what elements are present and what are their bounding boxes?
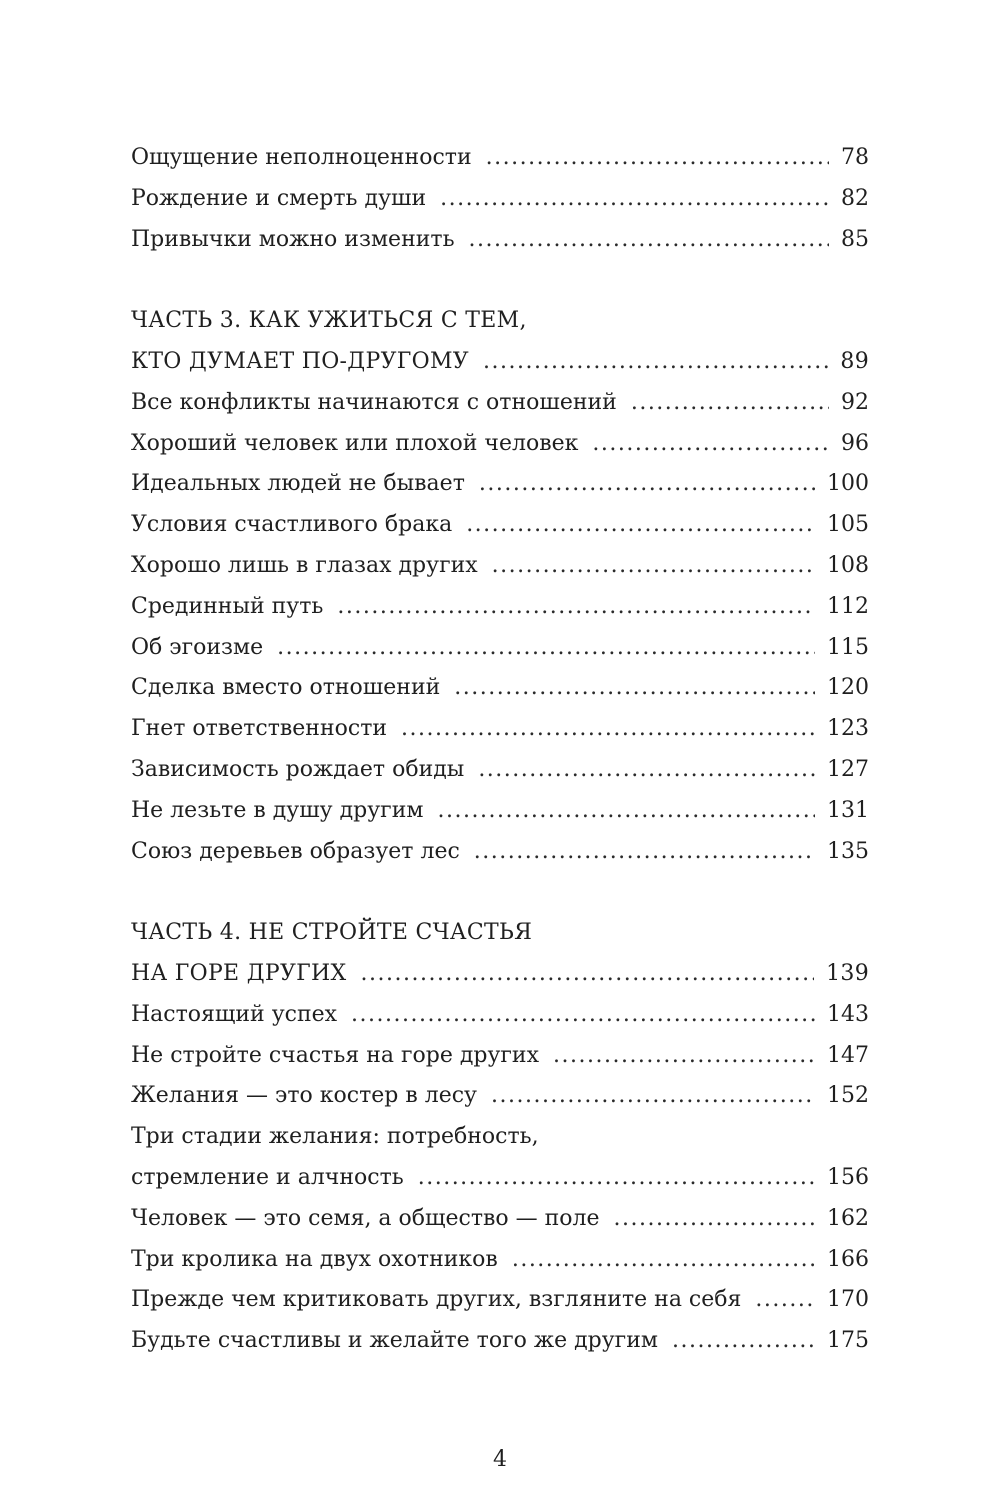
toc-entry-title: Не лезьте в душу другим xyxy=(131,797,424,823)
toc-entry-page: 100 xyxy=(827,471,869,497)
toc-section-part-4-entries xyxy=(131,995,869,1362)
toc-entry-title: Три кролика на двух охотников xyxy=(131,1246,498,1272)
toc-entry-title: Зависимость рождает обиды xyxy=(131,756,465,782)
dot-leader xyxy=(483,342,828,383)
toc-entry-title: Прежде чем критиковать других, взгляните на себя xyxy=(131,1287,742,1313)
table-of-contents xyxy=(131,138,869,1362)
toc-entry-page: 152 xyxy=(827,1083,869,1109)
toc-entry-title: Союз деревьев образует лес xyxy=(131,838,460,864)
toc-entry-page: 123 xyxy=(827,716,869,742)
toc-entry-title: Привычки можно изменить xyxy=(131,226,455,252)
toc-entry[interactable] xyxy=(131,1321,869,1362)
toc-entry[interactable] xyxy=(131,1036,869,1077)
toc-entry-page: 175 xyxy=(827,1328,869,1354)
toc-entry[interactable] xyxy=(131,628,869,669)
toc-entry[interactable] xyxy=(131,505,869,546)
toc-entry-page: 156 xyxy=(827,1164,869,1190)
toc-entry[interactable] xyxy=(131,668,869,709)
toc-entry-page: 112 xyxy=(827,593,869,619)
dot-leader xyxy=(351,995,815,1036)
part-heading-line: ЧАСТЬ 4. НЕ СТРОЙТЕ СЧАСТЬЯ xyxy=(131,920,533,946)
toc-entry-page: 147 xyxy=(827,1042,869,1068)
toc-entry-title: Не стройте счастья на горе других xyxy=(131,1042,539,1068)
toc-entry-page: 127 xyxy=(827,756,869,782)
dot-leader xyxy=(479,464,815,505)
dot-leader xyxy=(440,179,829,220)
toc-entry-page: 170 xyxy=(827,1287,869,1313)
toc-entry[interactable] xyxy=(131,1076,869,1117)
dot-leader xyxy=(361,954,815,995)
dot-leader xyxy=(478,750,815,791)
part-heading-line: ЧАСТЬ 3. КАК УЖИТЬСЯ С ТЕМ, xyxy=(131,308,527,334)
dot-leader xyxy=(755,1280,815,1321)
toc-entry[interactable] xyxy=(131,750,869,791)
dot-leader xyxy=(486,138,829,179)
toc-section-continuation xyxy=(131,138,869,260)
toc-entry-page: 82 xyxy=(841,185,869,211)
toc-entry-page: 78 xyxy=(841,145,869,170)
toc-entry-page: 96 xyxy=(841,430,869,456)
toc-entry-title: Сделка вместо отношений xyxy=(131,675,441,701)
toc-entry-title: Рождение и смерть души xyxy=(131,185,427,211)
toc-section-part-3-entries xyxy=(131,383,869,873)
toc-entry-title: Условия счастливого брака xyxy=(131,512,453,538)
part-heading-page: 89 xyxy=(840,348,869,374)
part-heading-entry[interactable] xyxy=(131,954,869,995)
toc-entry-title: Гнет ответственности xyxy=(131,716,388,742)
toc-entry-page: 162 xyxy=(827,1205,869,1231)
toc-entry-title: Настоящий успех xyxy=(131,1001,338,1027)
toc-entry-page: 108 xyxy=(827,552,869,578)
toc-entry-title: Срединный путь xyxy=(131,593,324,619)
toc-entry[interactable] xyxy=(131,995,869,1036)
page-number: 4 xyxy=(493,1447,507,1472)
dot-leader xyxy=(466,505,815,546)
toc-entry-title: Хорошо лишь в глазах других xyxy=(131,552,478,578)
toc-entry[interactable] xyxy=(131,179,869,220)
toc-entry-page: 135 xyxy=(827,838,869,864)
toc-entry-page: 115 xyxy=(827,634,869,660)
dot-leader xyxy=(401,709,815,750)
toc-entry[interactable] xyxy=(131,832,869,873)
dot-leader xyxy=(491,1076,815,1117)
toc-entry[interactable] xyxy=(131,1280,869,1321)
dot-leader xyxy=(512,1240,815,1281)
dot-leader xyxy=(469,220,829,261)
toc-entry-page: 143 xyxy=(827,1001,869,1027)
toc-entry[interactable] xyxy=(131,220,869,261)
section-gap xyxy=(131,260,869,301)
toc-entry-title: стремление и алчность xyxy=(131,1164,404,1190)
toc-entry-title: Желания — это костер в лесу xyxy=(131,1083,477,1109)
toc-entry[interactable] xyxy=(131,1240,869,1281)
dot-leader xyxy=(492,546,815,587)
toc-entry-page: 85 xyxy=(841,226,869,252)
toc-entry[interactable] xyxy=(131,464,869,505)
toc-entry-page: 120 xyxy=(827,675,869,701)
dot-leader xyxy=(337,587,815,628)
dot-leader xyxy=(672,1321,815,1362)
toc-entry-title: Идеальных людей не бывает xyxy=(131,471,465,497)
part-heading-title: КТО ДУМАЕТ ПО-ДРУГОМУ xyxy=(131,348,469,374)
dot-leader xyxy=(418,1158,815,1199)
dot-leader xyxy=(592,424,829,465)
toc-section-part-3 xyxy=(131,301,869,383)
toc-entry-page: 131 xyxy=(827,797,869,823)
toc-entry[interactable] xyxy=(131,1158,869,1199)
toc-entry-page: 92 xyxy=(841,389,869,415)
dot-leader xyxy=(277,628,815,669)
part-heading-entry[interactable] xyxy=(131,342,869,383)
dot-leader xyxy=(474,832,815,873)
toc-entry-title: Об эгоизме xyxy=(131,634,264,660)
toc-entry-title-line: Три стадии желания: потребность, xyxy=(131,1124,539,1150)
toc-entry[interactable] xyxy=(131,587,869,628)
toc-entry[interactable] xyxy=(131,709,869,750)
dot-leader xyxy=(631,383,829,424)
section-gap xyxy=(131,872,869,913)
part-heading-page: 139 xyxy=(826,960,869,986)
dot-leader xyxy=(553,1036,815,1077)
toc-entry[interactable] xyxy=(131,383,869,424)
toc-section-part-4 xyxy=(131,913,869,995)
toc-entry[interactable] xyxy=(131,546,869,587)
toc-entry[interactable] xyxy=(131,138,869,179)
dot-leader xyxy=(614,1199,815,1240)
toc-entry-title: Будьте счастливы и желайте того же другим xyxy=(131,1328,658,1354)
dot-leader xyxy=(454,668,815,709)
toc-entry[interactable] xyxy=(131,791,869,832)
part-heading-title: НА ГОРЕ ДРУГИХ xyxy=(131,960,347,986)
toc-entry-title: Ощущение неполноценности xyxy=(131,145,472,170)
toc-entry-page: 166 xyxy=(827,1246,869,1272)
toc-entry-page: 105 xyxy=(827,512,869,538)
dot-leader xyxy=(438,791,816,832)
toc-entry[interactable] xyxy=(131,1199,869,1240)
toc-entry[interactable] xyxy=(131,424,869,465)
toc-entry-title: Хороший человек или плохой человек xyxy=(131,430,579,456)
toc-entry-title: Все конфликты начинаются с отношений xyxy=(131,389,617,415)
toc-entry-title: Человек — это семя, а общество — поле xyxy=(131,1205,600,1231)
